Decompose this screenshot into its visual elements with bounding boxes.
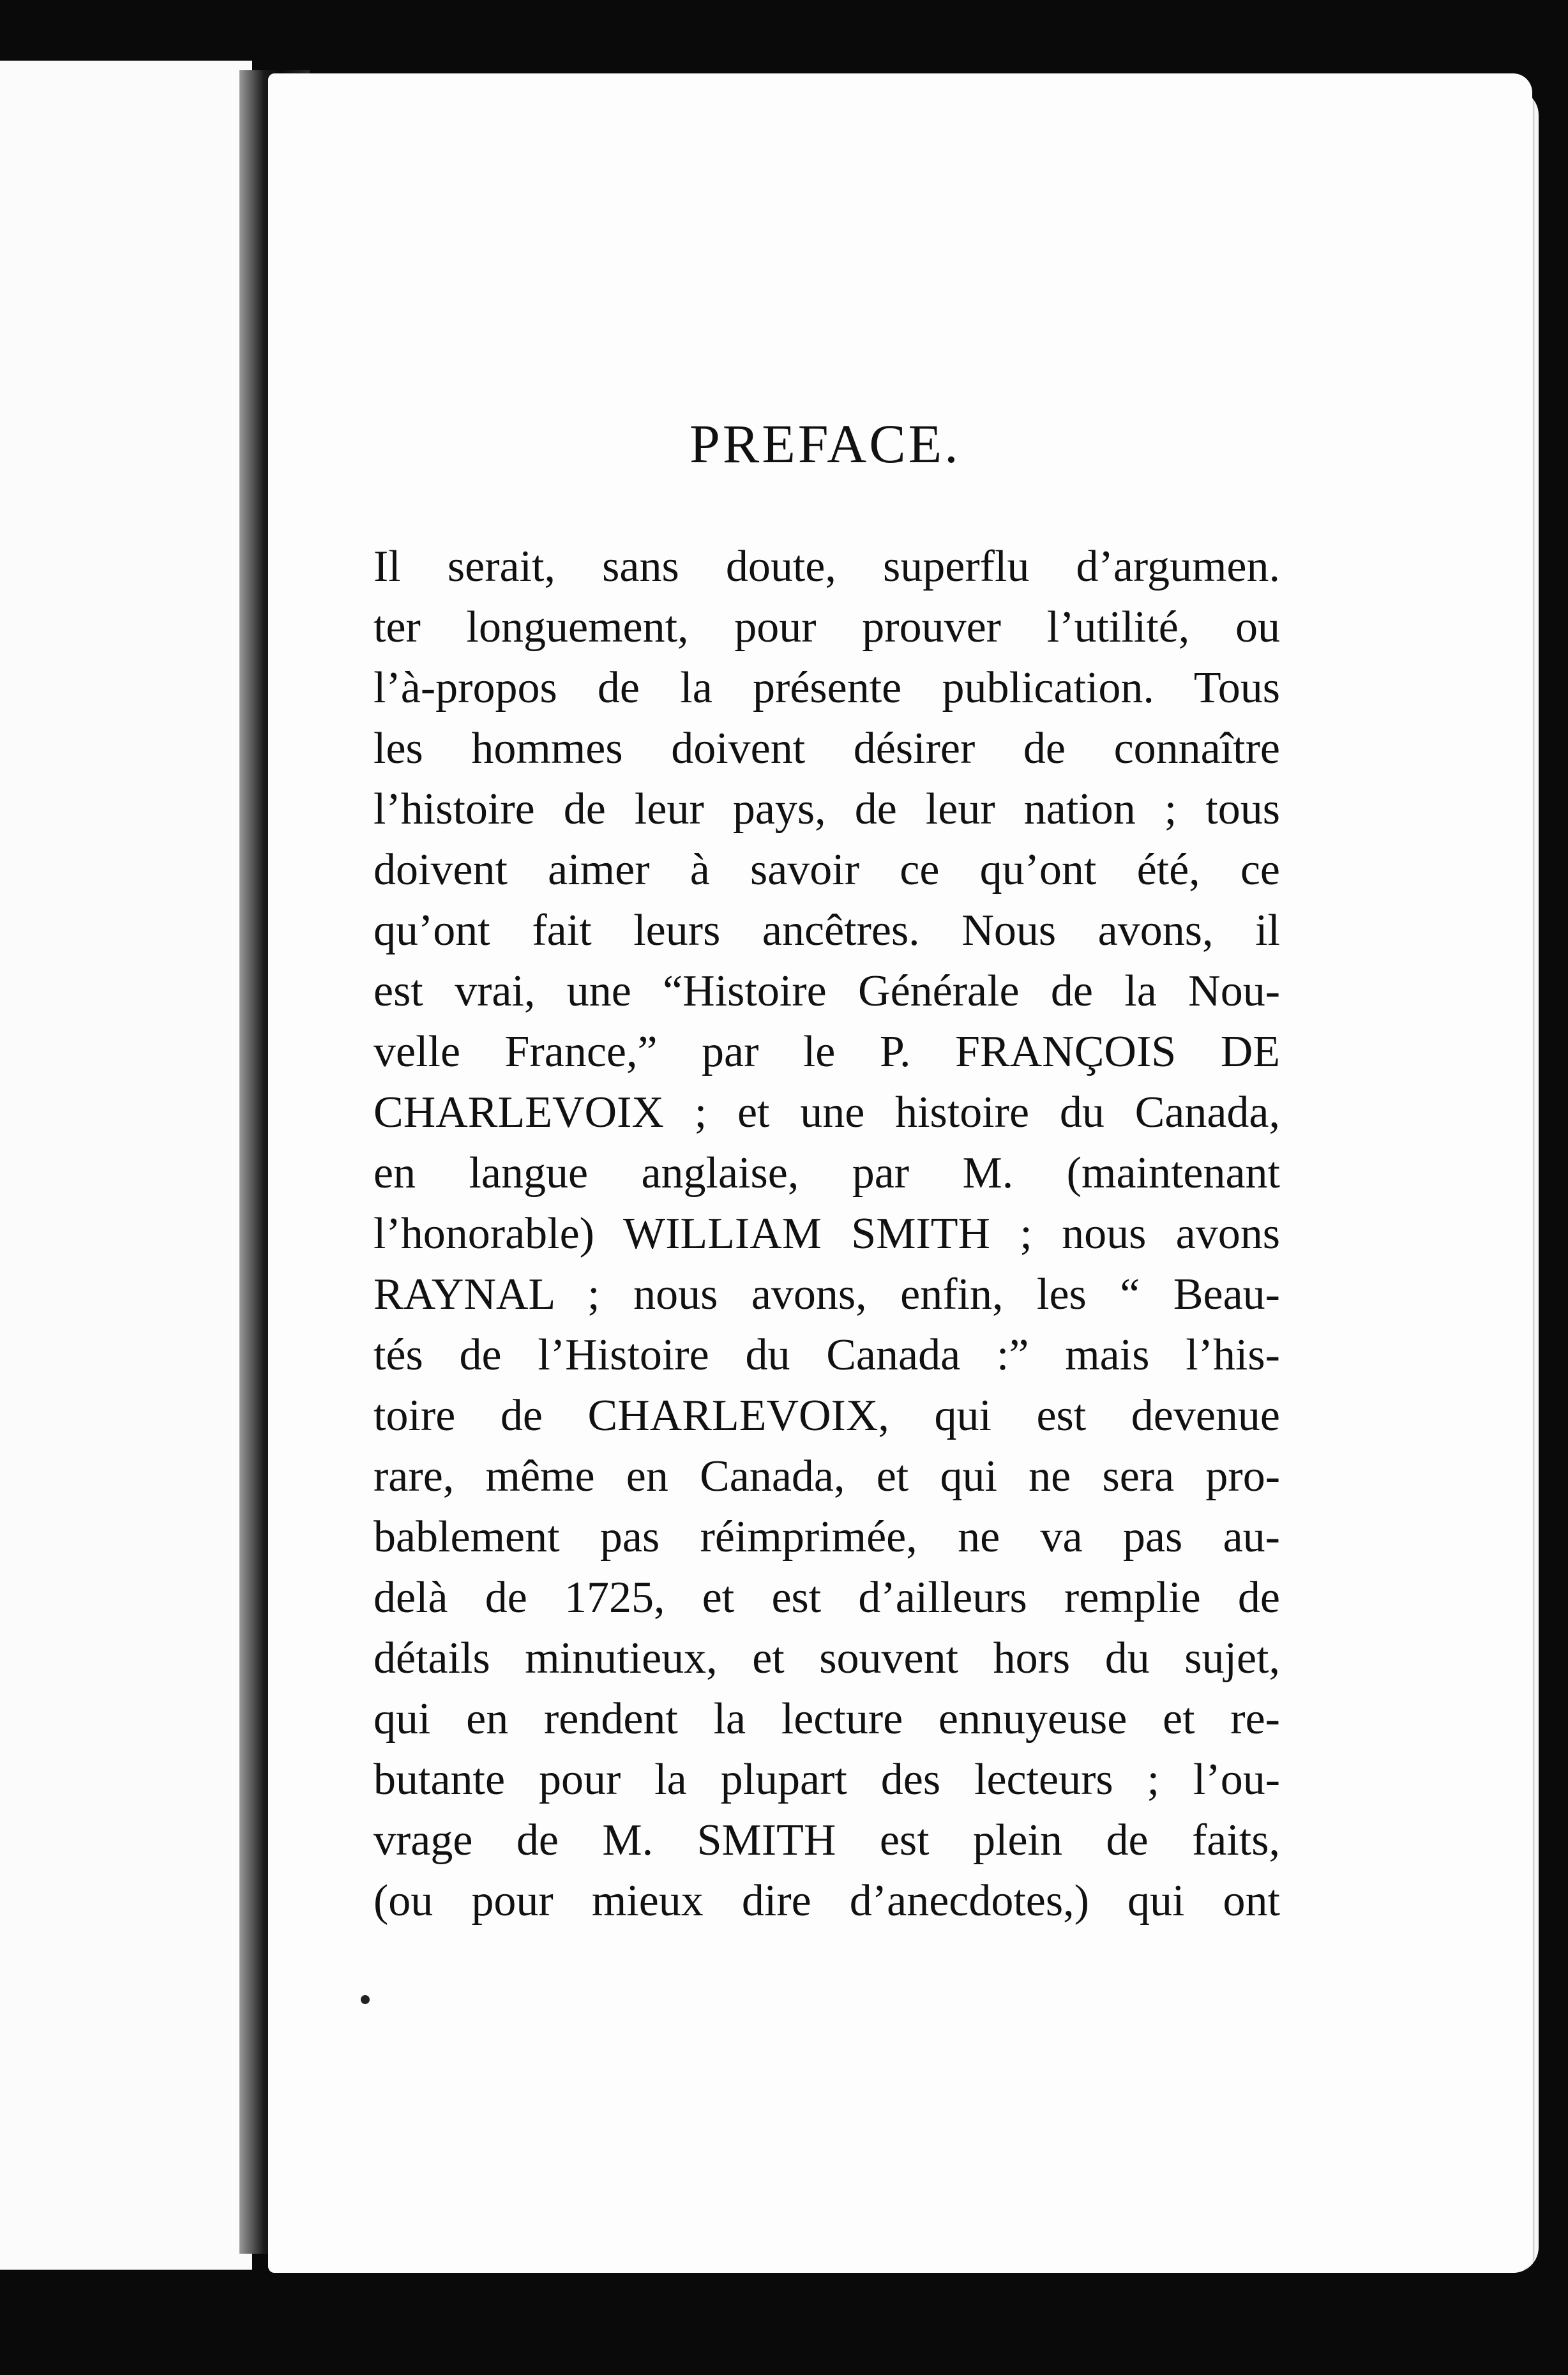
text-line: détails minutieux, et souvent hors du sujet,: [373, 1634, 1280, 1683]
text-line: RAYNAL ; nous avons, enfin, les “ Beau-: [373, 1270, 1280, 1319]
text-line: toire de CHARLEVOIX, qui est devenue: [373, 1391, 1280, 1440]
text-line: CHARLEVOIX ; et une histoire du Canada,: [373, 1088, 1280, 1137]
text-line: tés de l’Histoire du Canada :” mais l’his-: [373, 1331, 1280, 1380]
page-title: PREFACE.: [690, 413, 961, 474]
text-line: (ou pour mieux dire d’anecdotes,) qui ont: [373, 1876, 1280, 1926]
text-line: butante pour la plupart des lecteurs ; l’ou-: [373, 1755, 1280, 1804]
text-line: qui en rendent la lecture ennuyeuse et re-: [373, 1694, 1280, 1744]
preface-text: [373, 536, 1280, 1931]
facing-page: [0, 61, 252, 2270]
text-line: les hommes doivent désirer de connaître: [373, 724, 1280, 773]
text-line: l’honorable) WILLIAM SMITH ; nous avons: [373, 1209, 1280, 1258]
printer-mark: [361, 1995, 370, 2004]
text-line: en langue anglaise, par M. (maintenant: [373, 1149, 1280, 1198]
text-line: rare, même en Canada, et qui ne sera pro-: [373, 1452, 1280, 1501]
text-line: doivent aimer à savoir ce qu’ont été, ce: [373, 845, 1280, 894]
text-line: est vrai, une “Histoire Générale de la Nou-: [373, 967, 1280, 1016]
text-line: l’à-propos de la présente publication. Tous: [373, 663, 1280, 712]
text-line: qu’ont fait leurs ancêtres. Nous avons, il: [373, 906, 1280, 955]
text-line: bablement pas réimprimée, ne va pas au-: [373, 1512, 1280, 1562]
text-line: delà de 1725, et est d’ailleurs remplie de: [373, 1573, 1280, 1622]
text-line: l’histoire de leur pays, de leur nation ; tous: [373, 785, 1280, 834]
text-line: Il serait, sans doute, superflu d’argumen.: [373, 542, 1280, 591]
text-line: ter longuement, pour prouver l’utilité, ou: [373, 603, 1280, 652]
text-line: vrage de M. SMITH est plein de faits,: [373, 1816, 1280, 1865]
text-line: velle France,” par le P. FRANÇOIS DE: [373, 1027, 1280, 1076]
